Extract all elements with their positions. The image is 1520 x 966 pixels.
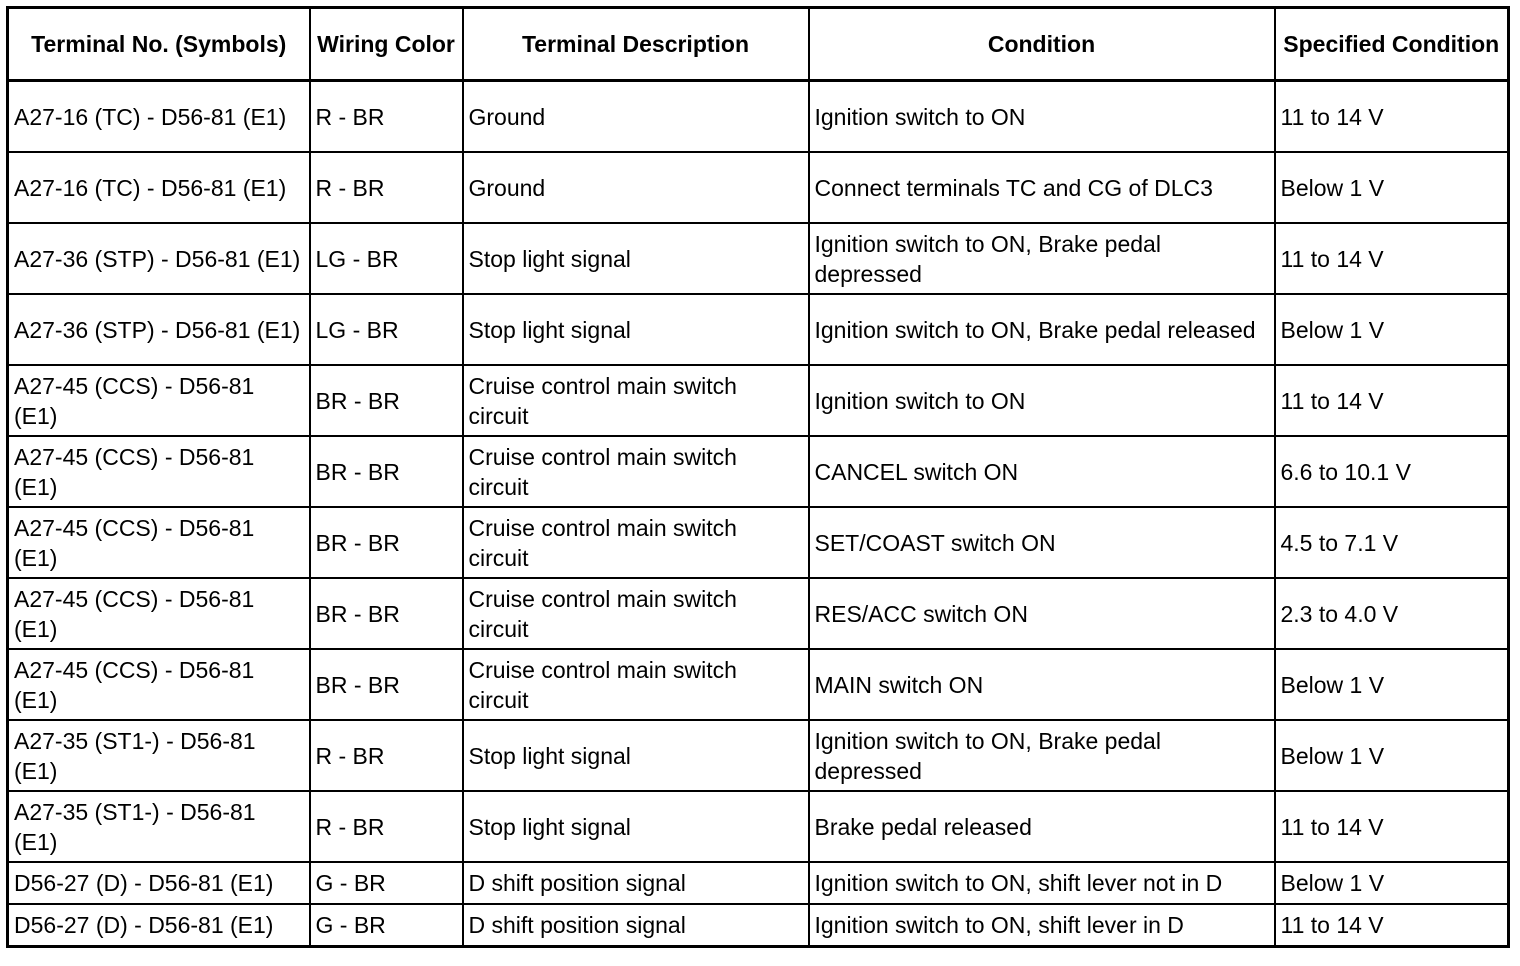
cell-wiring-color: LG - BR [310, 223, 463, 294]
cell-terminal: A27-35 (ST1-) - D56-81 (E1) [8, 720, 310, 791]
header-row [8, 8, 1509, 81]
cell-condition: MAIN switch ON [809, 649, 1275, 720]
cell-specified: 11 to 14 V [1275, 365, 1509, 436]
table-row [8, 791, 1509, 862]
cell-wiring-color: BR - BR [310, 507, 463, 578]
terminal-spec-table [6, 6, 1510, 948]
cell-specified: Below 1 V [1275, 152, 1509, 223]
table-row [8, 152, 1509, 223]
cell-specified: Below 1 V [1275, 649, 1509, 720]
cell-specified: 4.5 to 7.1 V [1275, 507, 1509, 578]
table-row [8, 649, 1509, 720]
table-row [8, 904, 1509, 947]
cell-description: Stop light signal [463, 791, 809, 862]
cell-wiring-color: BR - BR [310, 649, 463, 720]
cell-condition: Connect terminals TC and CG of DLC3 [809, 152, 1275, 223]
table-row [8, 720, 1509, 791]
table-row [8, 578, 1509, 649]
cell-terminal: A27-45 (CCS) - D56-81 (E1) [8, 507, 310, 578]
table-row [8, 294, 1509, 365]
header-specified-condition: Specified Condition [1275, 8, 1509, 81]
cell-description: Stop light signal [463, 720, 809, 791]
header-condition: Condition [809, 8, 1275, 81]
cell-wiring-color: BR - BR [310, 365, 463, 436]
cell-description: Cruise control main switch circuit [463, 578, 809, 649]
cell-terminal: A27-16 (TC) - D56-81 (E1) [8, 152, 310, 223]
cell-terminal: A27-45 (CCS) - D56-81 (E1) [8, 365, 310, 436]
table-row [8, 223, 1509, 294]
cell-description: Ground [463, 152, 809, 223]
cell-wiring-color: G - BR [310, 904, 463, 947]
cell-description: D shift position signal [463, 904, 809, 947]
terminal-spec-table-container [6, 6, 1510, 948]
cell-condition: SET/COAST switch ON [809, 507, 1275, 578]
cell-description: Cruise control main switch circuit [463, 436, 809, 507]
cell-terminal: A27-36 (STP) - D56-81 (E1) [8, 294, 310, 365]
table-body [8, 81, 1509, 947]
cell-condition: Ignition switch to ON, shift lever not in D [809, 862, 1275, 904]
cell-terminal: A27-45 (CCS) - D56-81 (E1) [8, 578, 310, 649]
cell-wiring-color: LG - BR [310, 294, 463, 365]
cell-description: Cruise control main switch circuit [463, 365, 809, 436]
table-row [8, 365, 1509, 436]
cell-description: Stop light signal [463, 223, 809, 294]
cell-specified: 6.6 to 10.1 V [1275, 436, 1509, 507]
cell-specified: 11 to 14 V [1275, 904, 1509, 947]
cell-specified: Below 1 V [1275, 720, 1509, 791]
cell-wiring-color: BR - BR [310, 436, 463, 507]
cell-wiring-color: R - BR [310, 152, 463, 223]
cell-description: Stop light signal [463, 294, 809, 365]
cell-description: Cruise control main switch circuit [463, 649, 809, 720]
cell-condition: Ignition switch to ON, Brake pedal depressed [809, 223, 1275, 294]
cell-specified: Below 1 V [1275, 862, 1509, 904]
table-row [8, 436, 1509, 507]
cell-wiring-color: G - BR [310, 862, 463, 904]
cell-terminal: A27-16 (TC) - D56-81 (E1) [8, 81, 310, 153]
table-header [8, 8, 1509, 81]
cell-description: Cruise control main switch circuit [463, 507, 809, 578]
cell-terminal: A27-45 (CCS) - D56-81 (E1) [8, 436, 310, 507]
cell-condition: Ignition switch to ON, Brake pedal released [809, 294, 1275, 365]
cell-terminal: D56-27 (D) - D56-81 (E1) [8, 862, 310, 904]
cell-specified: Below 1 V [1275, 294, 1509, 365]
header-terminal-description: Terminal Description [463, 8, 809, 81]
cell-condition: Ignition switch to ON [809, 365, 1275, 436]
cell-description: D shift position signal [463, 862, 809, 904]
cell-wiring-color: BR - BR [310, 578, 463, 649]
table-row [8, 81, 1509, 153]
cell-description: Ground [463, 81, 809, 153]
cell-specified: 11 to 14 V [1275, 81, 1509, 153]
cell-terminal: D56-27 (D) - D56-81 (E1) [8, 904, 310, 947]
table-row [8, 862, 1509, 904]
cell-wiring-color: R - BR [310, 81, 463, 153]
cell-terminal: A27-36 (STP) - D56-81 (E1) [8, 223, 310, 294]
cell-wiring-color: R - BR [310, 791, 463, 862]
cell-terminal: A27-35 (ST1-) - D56-81 (E1) [8, 791, 310, 862]
cell-terminal: A27-45 (CCS) - D56-81 (E1) [8, 649, 310, 720]
cell-condition: Ignition switch to ON, Brake pedal depressed [809, 720, 1275, 791]
cell-condition: RES/ACC switch ON [809, 578, 1275, 649]
cell-condition: Ignition switch to ON [809, 81, 1275, 153]
cell-condition: Brake pedal released [809, 791, 1275, 862]
cell-specified: 2.3 to 4.0 V [1275, 578, 1509, 649]
cell-condition: Ignition switch to ON, shift lever in D [809, 904, 1275, 947]
cell-specified: 11 to 14 V [1275, 791, 1509, 862]
cell-specified: 11 to 14 V [1275, 223, 1509, 294]
cell-wiring-color: R - BR [310, 720, 463, 791]
header-terminal: Terminal No. (Symbols) [8, 8, 310, 81]
cell-condition: CANCEL switch ON [809, 436, 1275, 507]
table-row [8, 507, 1509, 578]
header-wiring-color: Wiring Color [310, 8, 463, 81]
